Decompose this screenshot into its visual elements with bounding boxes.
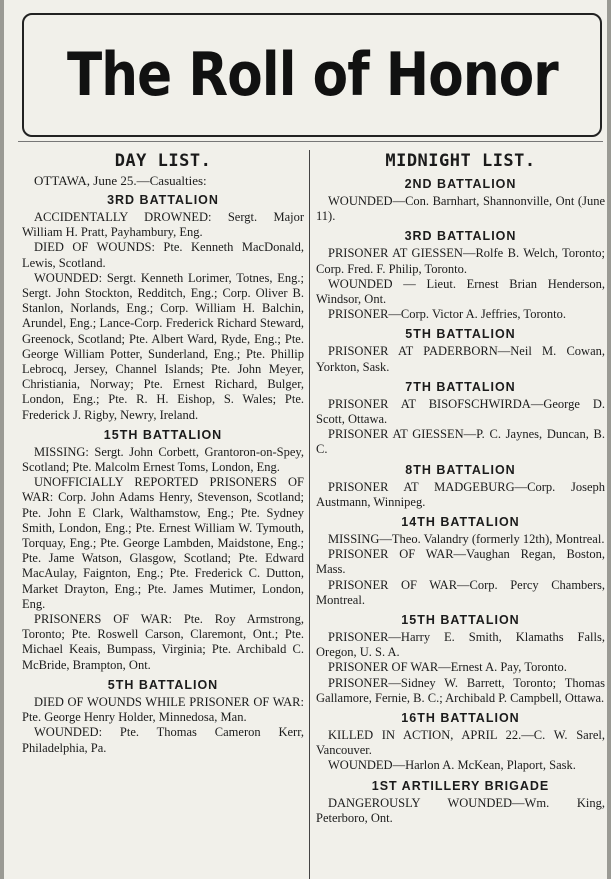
dateline: OTTAWA, June 25.—Casualties: — [34, 173, 207, 188]
section-heading: 16TH BATTALION — [401, 711, 520, 726]
casualty-paragraph: MISSING: Sergt. John Corbett, Grantoron-on-Spey, Scotland; Pte. Malcolm Ernest Toms, London, Eng. — [22, 444, 304, 475]
casualty-paragraph: DIED OF WOUNDS WHILE PRISONER OF WAR: Pte. George Henry Holder, Minnedosa, Man. — [22, 694, 304, 725]
section-heading: 7TH BATTALION — [405, 379, 516, 394]
casualty-paragraph: WOUNDED—Harlon A. McKean, Plaport, Sask. — [328, 758, 576, 773]
casualty-paragraph: UNOFFICIALLY REPORTED PRISONERS OF WAR: Corp. John Adams Henry, Stevenson, Scotland; Pte. John E Clark, Walthamstow, Eng.; Pte. Sydney Smith, London, Eng.; Pte. Ernest William W. Tymouth, Torquay, Eng.; Pte. George Lambden, Maidstone, Eng.; Pte. Jame Watson, Glasgow, Scotland; Pte. Edward MacAulay, Faignton, Eng.; Pte. Frederick C. Dutton, Market Drayton, Eng.; Pte. James Mutimer, London, Eng. — [22, 475, 304, 611]
casualty-paragraph: PRISONER OF WAR—Corp. Percy Chambers, Montreal. — [316, 577, 605, 607]
casualty-paragraph: PRISONER AT BISOFSCHWIRDA—George D. Scott, Ottawa. — [316, 396, 605, 427]
section-heading: 15TH BATTALION — [103, 427, 223, 442]
section-heading: 3RD BATTALION — [404, 229, 517, 244]
casualty-paragraph: KILLED IN ACTION, APRIL 22.—C. W. Sarel, Vancouver. — [316, 728, 605, 758]
casualty-paragraph: PRISONER OF WAR—Vaughan Regan, Boston, Mass. — [316, 547, 605, 577]
section-heading: 5TH BATTALION — [107, 677, 219, 692]
day-list-title: DAY LIST. — [114, 151, 212, 171]
column-divider — [309, 150, 310, 879]
section-heading: 1ST ARTILLERY BRIGADE — [371, 778, 550, 793]
page-right-edge — [607, 0, 611, 879]
casualty-paragraph: WOUNDED — Lieut. Ernest Brian Henderson, Windsor, Ont. — [316, 276, 605, 307]
midnight-list-title: MIDNIGHT LIST. — [385, 151, 536, 171]
casualty-paragraph: PRISONER AT GIESSEN—Rolfe B. Welch, Toronto; Corp. Fred. F. Philip, Toronto. — [316, 246, 605, 276]
casualty-paragraph: PRISONER—Corp. Victor A. Jeffries, Toronto. — [328, 307, 566, 322]
casualty-paragraph: MISSING—Theo. Valandry (formerly 12th), Montreal. — [328, 532, 605, 547]
masthead-title: The Roll of Honor — [66, 40, 558, 110]
section-heading: 2ND BATTALION — [404, 177, 517, 191]
casualty-paragraph: PRISONER AT GIESSEN—P. C. Jaynes, Duncan, B. C. — [316, 427, 605, 457]
casualty-paragraph: PRISONERS OF WAR: Pte. Roy Armstrong, Toronto; Pte. Roswell Carson, Claremont, Ont.; Pte. Michael Keais, Bumpass, Virginia; Pte. Archibald C. McBride, Brampton, Ont. — [22, 612, 304, 672]
casualty-paragraph: PRISONER AT MADGEBURG—Corp. Joseph Austmann, Winnipeg. — [316, 479, 605, 509]
section-heading: 15TH BATTALION — [401, 613, 520, 628]
section-heading: 3RD BATTALION — [107, 193, 219, 207]
casualty-paragraph: DIED OF WOUNDS: Pte. Kenneth MacDonald, Lewis, Scotland. — [22, 240, 304, 270]
masthead-box — [22, 13, 602, 137]
section-heading: 14TH BATTALION — [401, 515, 520, 530]
section-heading: 5TH BATTALION — [405, 327, 516, 342]
casualty-paragraph: ACCIDENTALLY DROWNED: Sergt. Major William H. Pratt, Payhambury, Eng. — [22, 210, 304, 240]
casualty-paragraph: PRISONER OF WAR—Ernest A. Pay, Toronto. — [328, 660, 567, 675]
page-left-edge — [0, 0, 4, 879]
casualty-paragraph: PRISONER—Harry E. Smith, Klamaths Falls, Oregon, U. S. A. — [316, 630, 605, 660]
casualty-paragraph: PRISONER AT PADERBORN—Neil M. Cowan, Yorkton, Sask. — [316, 344, 605, 374]
day-list-column — [22, 150, 304, 756]
midnight-list-column — [316, 150, 605, 826]
section-heading: 8TH BATTALION — [405, 462, 516, 477]
casualty-paragraph: WOUNDED: Pte. Thomas Cameron Kerr, Philadelphia, Pa. — [22, 725, 304, 755]
casualty-paragraph: WOUNDED: Sergt. Kenneth Lorimer, Totnes, Eng.; Sergt. John Stockton, Redditch, Eng.; Corp. Oliver B. Stanlon, Norlands, Eng.; Corp. William H. Balchin, Arundel, Eng.; Lance-Corp. Frederick Richard Steward, Greenock, Scotland; Pte. Albert Ward, Ryde, Eng.; Pte. George William Potter, Sunderland, Eng.; Pte. Phillip Lebrocq, Jersey, Channel Islands; Pte. John Meyer, Christiania, Norway; Pte. Ernest Richard, Bulger, London, Eng.; Pte. R. H. Eishop, S. Wales; Pte. Frederick J. Rigby, Newry, Ireland. — [22, 270, 304, 422]
casualty-paragraph: WOUNDED—Con. Barnhart, Shannonville, Ont (June 11). — [316, 194, 605, 224]
casualty-paragraph: DANGEROUSLY WOUNDED—Wm. King, Peterboro, Ont. — [316, 795, 605, 825]
casualty-paragraph: PRISONER—Sidney W. Barrett, Toronto; Thomas Gallamore, Fernie, B. C.; Archibald P. Campbell, Ottawa. — [316, 675, 605, 705]
masthead-rule — [18, 141, 603, 142]
